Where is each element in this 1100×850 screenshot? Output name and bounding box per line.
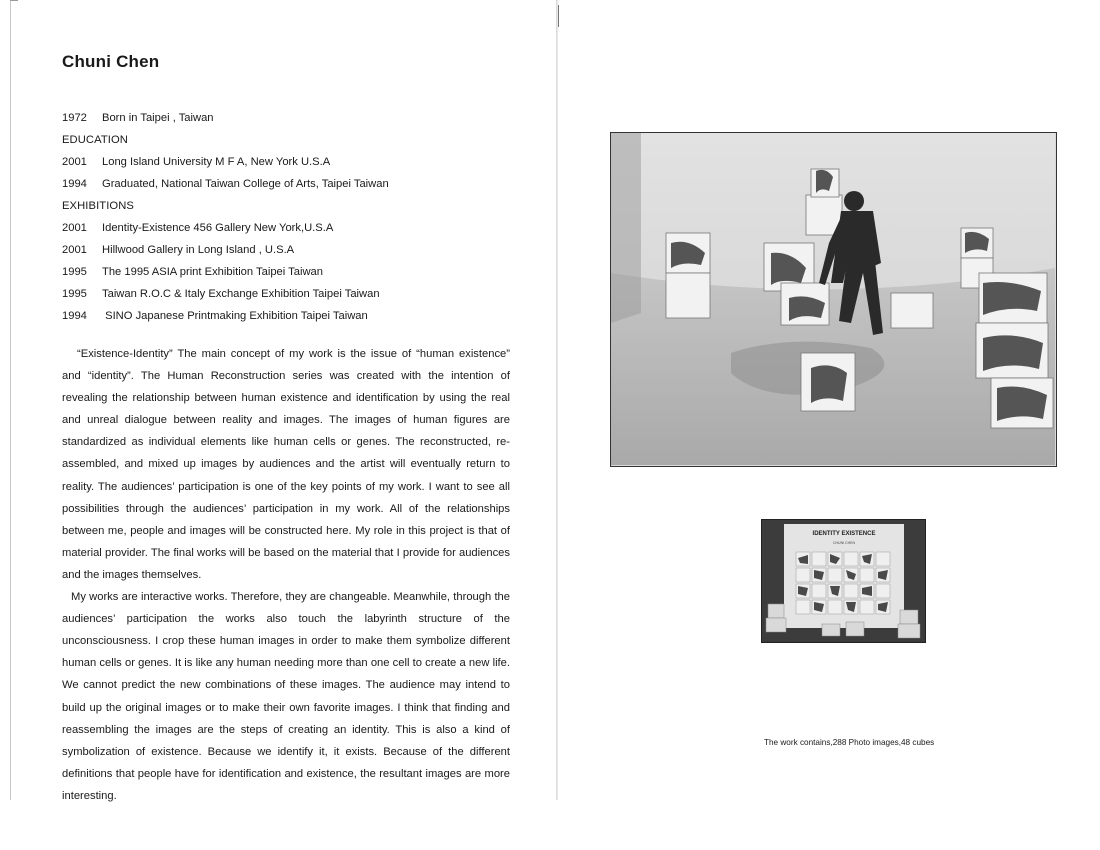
installation-wall-photo-art	[762, 520, 924, 641]
cv-text: Identity-Existence 456 Gallery New York,U.S.A	[102, 222, 334, 234]
cv-year: 1994	[62, 310, 87, 322]
artist-name: Chuni Chen	[62, 52, 160, 71]
gutter-mark	[558, 5, 559, 27]
cv-text: The 1995 ASIA print Exhibition Taipei Taiwan	[102, 266, 323, 278]
statement-paragraph: “Existence-Identity” The main concept of my work is the issue of “human existence” and “identity”. The Human Reconstruction series was created with the intention of revealing the relationship between human existence and identification by using the real and unreal dialogue between reality and images. The images of human figures are standardized as individual elements like human cells or genes. The reconstructed, re-assembled, and mixed up images by audiences and the artist will eventually return to reality. The audiences’ participation is one of the key points of my work. I want to see all possibilities through the audiences’ participation in my work. All of the relationships between me, people and images will be constructed here. My role in this project is that of material provider. The final works will be based on the material that I provide for audiences and the images themselves.	[62, 348, 510, 581]
cv-heading-exhibitions: EXHIBITIONS	[62, 200, 134, 212]
installation-photo	[610, 132, 1057, 467]
cv-text: Taiwan R.O.C & Italy Exchange Exhibition Taipei Taiwan	[102, 288, 380, 300]
cv-text: Graduated, National Taiwan College of Arts, Taipei Taiwan	[102, 178, 389, 190]
cv-year: 1995	[62, 288, 87, 300]
cv-year: 1995	[62, 266, 87, 278]
left-page-edge	[10, 0, 11, 800]
installation-photo-art	[611, 133, 1055, 465]
cv-text: Born in Taipei , Taiwan	[102, 112, 214, 124]
cv-entry	[62, 107, 510, 129]
cv-year: 2001	[62, 222, 87, 234]
cv-year: 1972	[62, 112, 87, 124]
book-gutter	[556, 0, 558, 800]
cv-entry	[62, 261, 510, 283]
cv-text: Hillwood Gallery in Long Island , U.S.A	[102, 244, 295, 256]
poster-subtitle: CHUNI CHEN	[833, 541, 855, 545]
cv-entry	[62, 305, 510, 327]
poster-title: IDENTITY EXISTENCE	[812, 531, 876, 537]
cv-list	[62, 107, 510, 327]
cv-year: 1994	[62, 178, 87, 190]
cv-entry	[62, 217, 510, 239]
cv-heading-education: EDUCATION	[62, 134, 128, 146]
cv-text: Long Island University M F A, New York U.S.A	[102, 156, 331, 168]
cv-entry	[62, 151, 510, 173]
cv-year: 2001	[62, 244, 87, 256]
left-page-edge-mark	[10, 0, 18, 1]
cv-entry	[62, 283, 510, 305]
cv-entry	[62, 173, 510, 195]
installation-wall-photo	[761, 519, 926, 643]
artist-statement	[62, 343, 510, 807]
left-page	[62, 52, 510, 807]
photo-caption: The work contains,288 Photo images,48 cubes	[764, 738, 935, 747]
statement-paragraph: My works are interactive works. Therefore, they are changeable. Meanwhile, through the audiences’ participation the works also touch the labyrinth structure of the unconsciousness. I crop these human images in order to make them symbolize different human cells or genes. It is like any human needing more than one cell to create a new life. We cannot predict the new combinations of these images. The audience may intend to build up the original images or to make their own favorite images. I think that finding and reassembling the images are the steps of creating an identity. This is also a kind of symbolization of existence. Because we identify it, it exists. Because of the different definitions that people have for identification and existence, the resultant images are more interesting.	[62, 591, 510, 802]
cv-year: 2001	[62, 156, 87, 168]
cv-text: SINO Japanese Printmaking Exhibition Taipei Taiwan	[102, 310, 368, 322]
cv-entry	[62, 239, 510, 261]
